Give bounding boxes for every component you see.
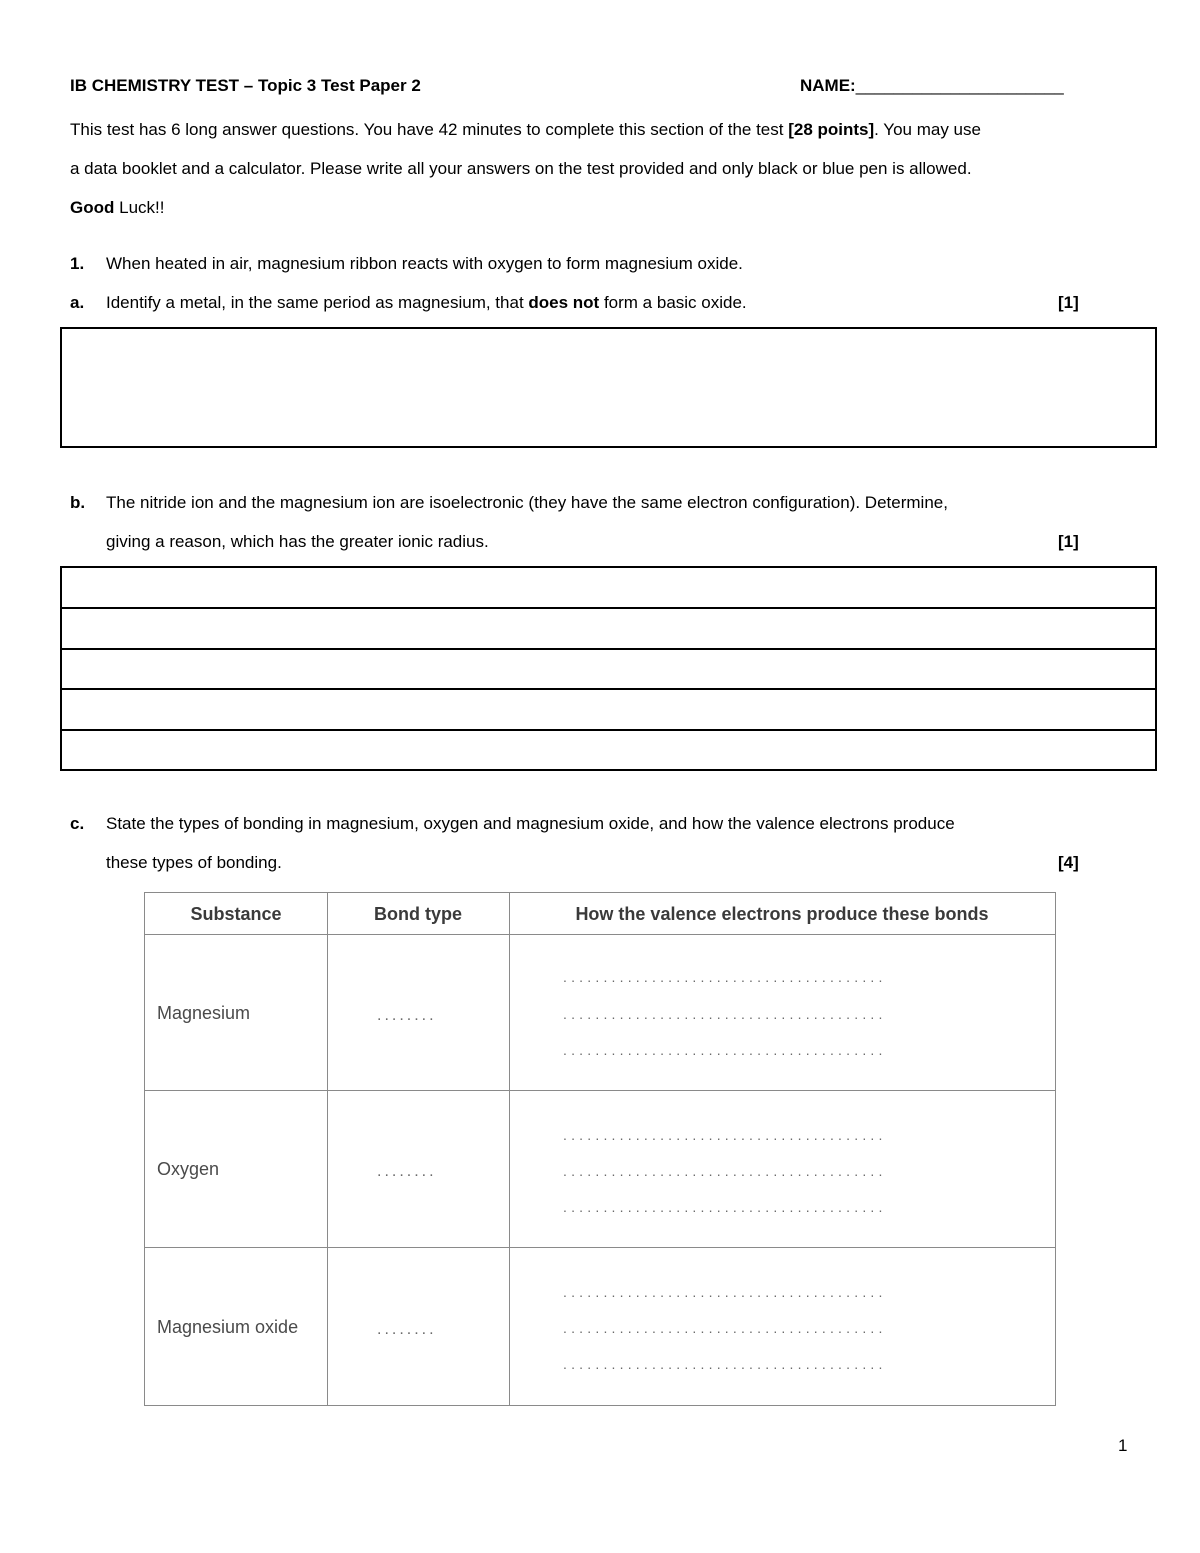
intro-line-1: This test has 6 long answer questions. You have 42 minutes to complete this section of the test [28 points]. You may use	[70, 120, 981, 139]
explanation-line[interactable]: ........................................	[563, 1320, 887, 1336]
question-1-number: 1.	[70, 254, 85, 273]
table-divider	[145, 1247, 1055, 1248]
explanation-line[interactable]: ........................................	[563, 1199, 887, 1215]
answer-line	[62, 688, 1155, 690]
question-1a-marks: [1]	[1058, 293, 1079, 312]
substance-oxygen: Oxygen	[157, 1159, 220, 1179]
question-1b-label: b.	[70, 493, 86, 512]
explanation-line[interactable]: ........................................	[563, 1284, 887, 1300]
explanation-line[interactable]: ........................................	[563, 1127, 887, 1143]
question-1c-line-1: State the types of bonding in magnesium, oxygen and magnesium oxide, and how the valence electrons produce	[106, 814, 955, 833]
substance-magnesium-oxide: Magnesium oxide	[157, 1317, 299, 1337]
bond-type-field[interactable]: ........	[377, 1321, 437, 1338]
answer-box-1a[interactable]	[60, 327, 1157, 448]
question-1a-label: a.	[70, 293, 85, 312]
question-1b-line-2: giving a reason, which has the greater ionic radius.	[106, 532, 489, 551]
intro-line-3: Good Luck!!	[70, 198, 165, 217]
question-1a-text: Identify a metal, in the same period as magnesium, that does not form a basic oxide.	[106, 293, 747, 312]
table-divider	[145, 1090, 1055, 1091]
bond-type-field[interactable]: ........	[377, 1007, 437, 1024]
answer-line	[62, 648, 1155, 650]
header-bond-type: Bond type	[374, 904, 462, 924]
answer-line	[62, 607, 1155, 609]
explanation-line[interactable]: ........................................	[563, 1006, 887, 1022]
question-1c-line-2: these types of bonding.	[106, 853, 282, 872]
name-blank[interactable]: ______________________	[855, 76, 1064, 95]
intro-line-2: a data booklet and a calculator. Please write all your answers on the test provided and only black or blue pen is allowed.	[70, 159, 972, 178]
question-1c-marks: [4]	[1058, 853, 1079, 872]
name-label: NAME:______________________	[800, 76, 1064, 95]
answer-box-1b[interactable]	[60, 566, 1157, 771]
explanation-line[interactable]: ........................................	[563, 1042, 887, 1058]
question-1-text: When heated in air, magnesium ribbon reacts with oxygen to form magnesium oxide.	[106, 254, 743, 273]
question-1c-label: c.	[70, 814, 85, 833]
explanation-line[interactable]: ........................................	[563, 969, 887, 985]
test-title: IB CHEMISTRY TEST – Topic 3 Test Paper 2	[70, 76, 421, 95]
table-divider	[327, 893, 328, 1405]
question-1b-marks: [1]	[1058, 532, 1079, 551]
explanation-line[interactable]: ........................................	[563, 1356, 887, 1372]
page-number: 1	[1118, 1436, 1128, 1455]
substance-magnesium: Magnesium	[157, 1003, 251, 1023]
bond-type-field[interactable]: ........	[377, 1163, 437, 1180]
table-divider	[509, 893, 510, 1405]
header-how-valence: How the valence electrons produce these bonds	[575, 904, 989, 924]
header-substance: Substance	[190, 904, 282, 924]
explanation-line[interactable]: ........................................	[563, 1163, 887, 1179]
question-1b-line-1: The nitride ion and the magnesium ion are isoelectronic (they have the same electron configuration). Determine,	[106, 493, 948, 512]
bonding-table	[144, 892, 1056, 1406]
answer-line	[62, 729, 1155, 731]
